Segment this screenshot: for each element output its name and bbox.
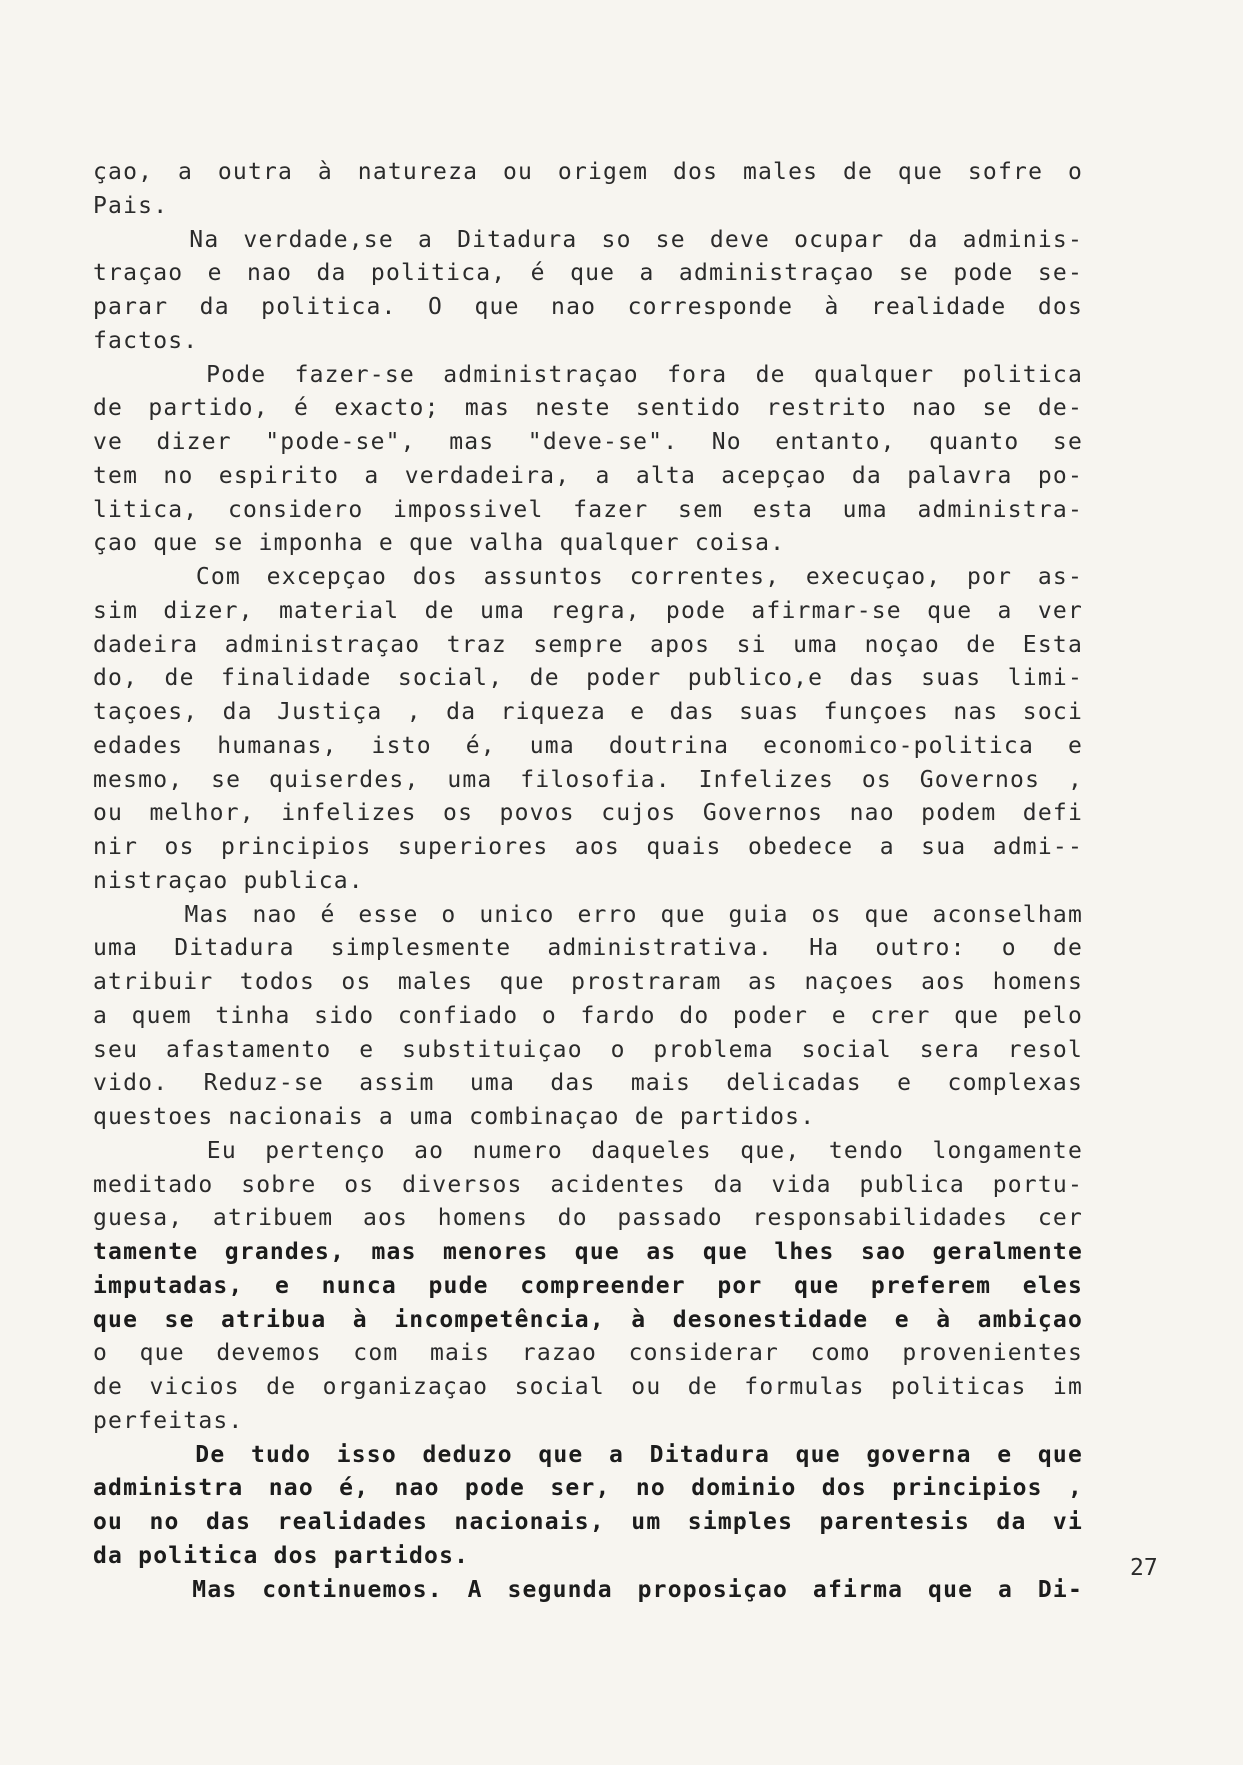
text-line: vido. Reduz-se assim uma das mais delicadas e complexas: [93, 1070, 1083, 1097]
text-line: ve dizer "pode-se", mas "deve-se". No entanto, quanto se: [93, 429, 1083, 455]
page-number: 27: [1130, 1555, 1158, 1581]
text-line: factos.: [93, 327, 199, 354]
text-line: Mas nao é esse o unico erro que guia os que aconselham: [93, 901, 1083, 928]
text-line: tamente grandes, mas menores que as que lhes sao geralmente: [93, 1239, 1083, 1265]
text-line: perfeitas.: [93, 1407, 244, 1434]
text-line: litica, considero impossivel fazer sem esta uma administra-: [93, 496, 1083, 523]
text-line: Com excepçao dos assuntos correntes, execuçao, por as-: [93, 564, 1083, 590]
text-line: uma Ditadura simplesmente administrativa. Ha outro: o de: [93, 935, 1083, 962]
text-line: mesmo, se quiserdes, uma filosofia. Infelizes os Governos ,: [93, 766, 1083, 793]
text-line: De tudo isso deduzo que a Ditadura que governa e que: [93, 1441, 1083, 1468]
text-line: Pais.: [93, 192, 169, 219]
text-line: tem no espirito a verdadeira, a alta acepçao da palavra po-: [93, 462, 1083, 489]
text-line: guesa, atribuem aos homens do passado responsabilidades cer: [93, 1205, 1083, 1232]
text-line: que se atribua à incompetência, à desonestidade e à ambiçao: [93, 1306, 1083, 1333]
text-line: edades humanas, isto é, uma doutrina economico-politica e: [93, 732, 1083, 759]
text-line: de vicios de organizaçao social ou de formulas politicas im: [93, 1374, 1083, 1400]
text-line: ou no das realidades nacionais, um simples parentesis da vi: [93, 1509, 1083, 1535]
text-line: Na verdade,se a Ditadura so se deve ocupar da adminis-: [93, 226, 1083, 253]
text-line: do, de finalidade social, de poder publico,e das suas limi-: [93, 665, 1083, 692]
text-line: meditado sobre os diversos acidentes da vida publica portu-: [93, 1171, 1083, 1198]
text-line: parar da politica. O que nao corresponde à realidade dos: [93, 294, 1083, 320]
text-line: çao que se imponha e que valha qualquer coisa.: [93, 530, 786, 557]
body-text: [93, 156, 1083, 1607]
text-line: çao, a outra à natureza ou origem dos males de que sofre o: [93, 159, 1083, 185]
text-line: seu afastamento e substituiçao o problema social sera resol: [93, 1036, 1083, 1063]
text-line: administra nao é, nao pode ser, no dominio dos principios ,: [93, 1475, 1083, 1502]
text-line: taçoes, da Justiça , da riqueza e das suas funçoes nas soci: [93, 699, 1083, 725]
text-line: da politica dos partidos.: [93, 1542, 470, 1569]
text-line: a quem tinha sido confiado o fardo do poder e crer que pelo: [93, 1002, 1083, 1029]
text-line: sim dizer, material de uma regra, pode afirmar-se que a ver: [93, 597, 1083, 624]
text-line: Mas continuemos. A segunda proposiçao afirma que a Di-: [93, 1576, 1083, 1603]
text-line: traçao e nao da politica, é que a administraçao se pode se-: [93, 260, 1083, 287]
text-line: Pode fazer-se administraçao fora de qualquer politica: [93, 361, 1083, 388]
text-line: atribuir todos os males que prostraram as naçoes aos homens: [93, 969, 1083, 995]
text-line: de partido, é exacto; mas neste sentido restrito nao se de-: [93, 395, 1083, 422]
text-line: questoes nacionais a uma combinaçao de partidos.: [93, 1104, 816, 1130]
text-line: ou melhor, infelizes os povos cujos Governos nao podem defi: [93, 800, 1083, 827]
text-line: dadeira administraçao traz sempre apos si uma noçao de Esta: [93, 631, 1083, 658]
text-line: nistraçao publica.: [93, 867, 364, 894]
text-line: Eu pertenço ao numero daqueles que, tendo longamente: [93, 1137, 1083, 1164]
text-line: o que devemos com mais razao considerar como provenientes: [93, 1340, 1083, 1367]
text-line: imputadas, e nunca pude compreender por que preferem eles: [93, 1272, 1083, 1299]
text-line: nir os principios superiores aos quais obedece a sua admi--: [93, 834, 1083, 860]
